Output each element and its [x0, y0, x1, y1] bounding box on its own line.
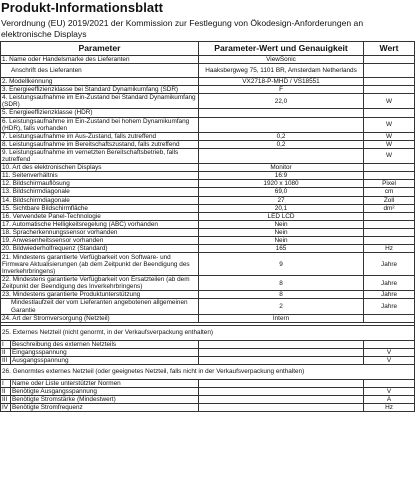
table-body [1, 56, 415, 412]
value-cell: 2 [199, 299, 364, 314]
table-row [1, 299, 415, 314]
table-row [1, 172, 415, 180]
unit-cell: Jahre [364, 291, 415, 299]
unit-cell: Jahre [364, 299, 415, 314]
unit-cell: Jahre [364, 276, 415, 291]
spec-table [0, 41, 415, 412]
page-title: Produkt-Informationsblatt [1, 0, 164, 15]
value-cell: Intern [199, 314, 364, 322]
value-cell: F [199, 86, 364, 94]
value-cell [199, 117, 364, 132]
unit-cell: cm [364, 188, 415, 196]
value-cell [199, 396, 364, 404]
value-cell: 8 [199, 276, 364, 291]
unit-cell: Zoll [364, 196, 415, 204]
table-row [1, 228, 415, 236]
unit-cell: V [364, 356, 415, 364]
value-cell: Nein [199, 236, 364, 244]
table-row [1, 56, 415, 64]
value-cell: LED LCD [199, 212, 364, 220]
table-row [1, 109, 415, 117]
table-row [1, 78, 415, 86]
param-cell: Eingangsspannung [11, 348, 199, 356]
sub-row [1, 340, 415, 348]
param-cell: 24. Art der Stromversorgung (Netzteil) [1, 314, 199, 322]
roman-numeral: I [1, 340, 11, 348]
unit-cell [364, 220, 415, 228]
table-row [1, 64, 415, 78]
sub-row [1, 388, 415, 396]
value-cell [199, 404, 364, 412]
param-cell: 6. Leistungsaufnahme im Ein-Zustand bei hohem Dynamikumfang (HDR), falls vorhanden [1, 117, 199, 132]
value-cell [199, 388, 364, 396]
unit-cell [364, 164, 415, 172]
table-row [1, 86, 415, 94]
unit-cell: W [364, 117, 415, 132]
roman-numeral: IV [1, 404, 11, 412]
value-cell [199, 109, 364, 117]
header-parameter: Parameter [1, 42, 199, 56]
unit-cell [364, 228, 415, 236]
value-cell: 165 [199, 245, 364, 253]
roman-numeral: II [1, 348, 11, 356]
unit-cell [364, 86, 415, 94]
table-row [1, 196, 415, 204]
table-row [1, 94, 415, 109]
unit-cell [364, 212, 415, 220]
unit-cell [364, 56, 415, 64]
sub-row [1, 404, 415, 412]
value-cell: 20,1 [199, 204, 364, 212]
value-cell [199, 340, 364, 348]
param-cell: 17. Automatische Helligkeitsregelung (ABC) vorhanden [1, 220, 199, 228]
table-row [1, 245, 415, 253]
value-cell: 16:9 [199, 172, 364, 180]
table-row [1, 212, 415, 220]
value-cell: 8 [199, 291, 364, 299]
param-cell: Benötigte Ausgangsspannung [11, 388, 199, 396]
table-row [1, 164, 415, 172]
param-cell: 7. Leistungsaufnahme im Aus-Zustand, falls zutreffend [1, 132, 199, 140]
table-row [1, 253, 415, 276]
table-row [1, 291, 415, 299]
param-cell: Ausgangsspannung [11, 356, 199, 364]
unit-cell: V [364, 348, 415, 356]
header-value: Parameter-Wert und Genauigkeit [199, 42, 364, 56]
param-cell: 4. Leistungsaufnahme im Ein-Zustand bei Standard Dynamikumfang (SDR) [1, 94, 199, 109]
unit-cell: Jahre [364, 253, 415, 276]
unit-cell: W [364, 132, 415, 140]
sub-row [1, 380, 415, 388]
table-row [1, 188, 415, 196]
param-cell: 2. Modellkennung [1, 78, 199, 86]
unit-cell: dm² [364, 204, 415, 212]
param-cell: 1. Name oder Handelsmarke des Lieferanten [1, 56, 199, 64]
roman-numeral: I [1, 380, 11, 388]
param-cell: 16. Verwendete Panel-Technologie [1, 212, 199, 220]
table-row [1, 276, 415, 291]
param-cell: 23. Mindestens garantierte Produktunterstützung [1, 291, 199, 299]
unit-cell [364, 380, 415, 388]
unit-cell [364, 236, 415, 244]
value-cell [199, 348, 364, 356]
param-cell: Benötigte Stromstärke (Mindestwert) [11, 396, 199, 404]
value-cell: 9 [199, 253, 364, 276]
value-cell: Nein [199, 228, 364, 236]
section-title: 26. Genormtes externes Netzteil (oder geeignetes Netzteil, falls nicht in der Verkaufsverpackung enthalten) [1, 365, 415, 380]
unit-cell [364, 340, 415, 348]
unit-cell [364, 64, 415, 78]
unit-cell: W [364, 140, 415, 148]
param-cell: 19. Anwesenheitssensor vorhanden [1, 236, 199, 244]
param-cell: 21. Mindestens garantierte Verfügbarkeit von Software- und Firmware Aktualisierungen (ab dem Zeitpunkt der Beendigung des Inverkehrbringens) [1, 253, 199, 276]
value-cell: 22,0 [199, 94, 364, 109]
param-cell: 15. Sichtbare Bildschirmfläche [1, 204, 199, 212]
value-cell: 69,0 [199, 188, 364, 196]
value-cell: Haaksbergweg 75, 1101 BR, Amsterdam Netherlands [199, 64, 364, 78]
table-row [1, 180, 415, 188]
unit-cell [364, 172, 415, 180]
unit-cell [364, 314, 415, 322]
param-cell: Name oder Liste unterstützter Normen [11, 380, 199, 388]
section-title: 25. Externes Netzteil (nicht genormt, in der Verkaufsverpackung enthalten) [1, 325, 415, 340]
page-subtitle: Verordnung (EU) 2019/2021 der Kommission zur Festlegung von Ökodesign-Anforderungen an elektronische Displays [1, 18, 364, 39]
param-cell: 8. Leistungsaufnahme im Bereitschaftszustand, falls zutreffend [1, 140, 199, 148]
unit-cell: A [364, 396, 415, 404]
section-title-row [1, 325, 415, 340]
unit-cell: W [364, 94, 415, 109]
table-row [1, 314, 415, 322]
roman-numeral: III [1, 396, 11, 404]
sub-row [1, 356, 415, 364]
sub-row [1, 396, 415, 404]
param-cell: Mindestlaufzeit der vom Lieferanten angebotenen allgemeinen Garantie [1, 299, 199, 314]
value-cell: 1920 x 1080 [199, 180, 364, 188]
unit-cell: Pixel [364, 180, 415, 188]
param-cell: 3. Energieeffizienzklasse bei Standard Dynamikumfang (SDR) [1, 86, 199, 94]
roman-numeral: III [1, 356, 11, 364]
param-cell: Anschrift des Lieferanten [1, 64, 199, 78]
header-unit: Wert [364, 42, 415, 56]
table-row [1, 236, 415, 244]
table-row [1, 204, 415, 212]
unit-cell: Hz [364, 245, 415, 253]
section-title-row [1, 365, 415, 380]
value-cell: ViewSonic [199, 56, 364, 64]
table-row [1, 220, 415, 228]
param-cell: 12. Bildschirmauflösung [1, 180, 199, 188]
param-cell: 18. Spracherkennungssensor vorhanden [1, 228, 199, 236]
value-cell: Monitor [199, 164, 364, 172]
value-cell: 0,2 [199, 132, 364, 140]
table-row [1, 140, 415, 148]
value-cell [199, 356, 364, 364]
param-cell: 10. Art des elektronischen Displays [1, 164, 199, 172]
unit-cell [364, 109, 415, 117]
param-cell: Beschreibung des externen Netzteils [11, 340, 199, 348]
table-row [1, 132, 415, 140]
param-cell: 20. Bildwiederholfrequenz (Standard) [1, 245, 199, 253]
sub-row [1, 348, 415, 356]
table-row [1, 148, 415, 163]
param-cell: 5. Energieeffizienzklasse (HDR) [1, 109, 199, 117]
value-cell [199, 148, 364, 163]
unit-cell: V [364, 388, 415, 396]
param-cell: Benötigte Stromfrequenz [11, 404, 199, 412]
param-cell: 22. Mindestens garantierte Verfügbarkeit von Ersatzteilen (ab dem Zeitpunkt der Beendigung des Inverkehrbringens) [1, 276, 199, 291]
param-cell: 13. Bildschirmdiagonale [1, 188, 199, 196]
unit-cell: Hz [364, 404, 415, 412]
param-cell: 11. Seitenverhältnis [1, 172, 199, 180]
value-cell: 0,2 [199, 140, 364, 148]
unit-cell: W [364, 148, 415, 163]
value-cell [199, 380, 364, 388]
value-cell: 27 [199, 196, 364, 204]
table-header-row [1, 42, 415, 56]
unit-cell [364, 78, 415, 86]
roman-numeral: II [1, 388, 11, 396]
value-cell: Nein [199, 220, 364, 228]
value-cell: VX2718-P-MHD / VS18551 [199, 78, 364, 86]
param-cell: 9. Leistungsaufnahme im vernetzten Bereitschaftsbetrieb, falls zutreffend [1, 148, 199, 163]
table-row [1, 117, 415, 132]
param-cell: 14. Bildschirmdiagonale [1, 196, 199, 204]
